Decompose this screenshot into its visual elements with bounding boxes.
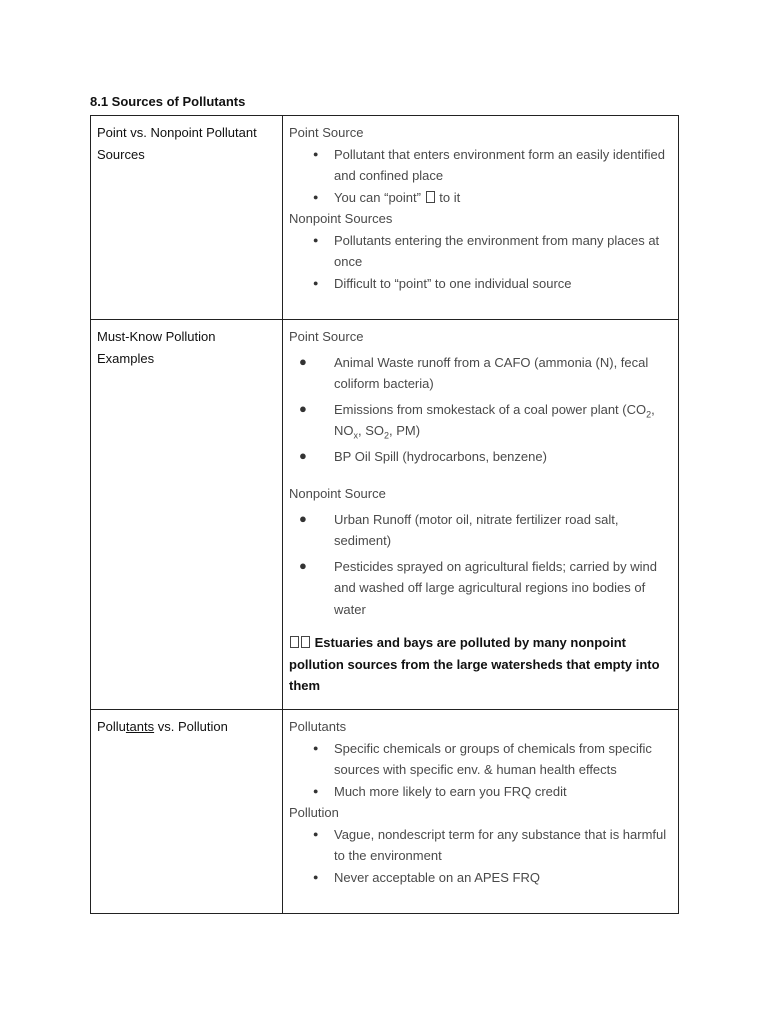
missing-glyph-icon xyxy=(301,636,310,648)
list-item: ● Pollutants entering the environment from many places at once xyxy=(334,230,672,273)
bullet-list xyxy=(289,738,672,803)
list-item: ● Urban Runoff (motor oil, nitrate fertilizer road salt, sediment) xyxy=(334,509,672,552)
page-title: 8.1 Sources of Pollutants xyxy=(90,94,246,109)
list-item: ● Pesticides sprayed on agricultural fields; carried by wind and washed off large agricultural regions ino bodies of water xyxy=(334,556,672,621)
bullet-list xyxy=(289,824,672,889)
list-item xyxy=(334,187,672,209)
table-row xyxy=(91,320,679,710)
subscript: x xyxy=(353,430,358,441)
missing-glyph-icon xyxy=(426,191,435,203)
list-item: ● BP Oil Spill (hydrocarbons, benzene) xyxy=(334,446,672,468)
bullet-list xyxy=(289,144,672,209)
missing-glyph-icon xyxy=(290,636,299,648)
list-item xyxy=(334,399,672,442)
bullet-list xyxy=(289,230,672,295)
list-item: ● Specific chemicals or groups of chemicals from specific sources with specific env. & human health effects xyxy=(334,738,672,781)
section-heading: Nonpoint Sources xyxy=(289,211,393,226)
section-heading: Pollution xyxy=(289,805,339,820)
row-content xyxy=(283,320,679,710)
subscript: 2 xyxy=(646,409,652,420)
list-item: ● Animal Waste runoff from a CAFO (ammonia (N), fecal coliform bacteria) xyxy=(334,352,672,395)
bullet-list xyxy=(289,352,672,468)
section-heading: Pollutants xyxy=(289,719,347,734)
list-item-text: , SO xyxy=(358,423,385,438)
subscript: 2 xyxy=(384,430,390,441)
list-item-text: , NO xyxy=(334,401,655,438)
list-item-text: Emissions from smokestack of a coal power plant (CO xyxy=(334,401,647,417)
section-heading: Point Source xyxy=(289,125,364,140)
list-item: ● Vague, nondescript term for any substance that is harmful to the environment xyxy=(334,824,672,867)
row-content xyxy=(283,710,679,914)
row-heading-text: vs. Pollution xyxy=(154,719,228,734)
bullet-list xyxy=(289,509,672,621)
list-item: ● Much more likely to earn you FRQ credit xyxy=(334,781,672,803)
notes-table xyxy=(90,115,679,914)
list-item-text: , PM) xyxy=(389,423,421,438)
row-heading: Must-Know Pollution Examples xyxy=(91,320,283,710)
section-heading: Nonpoint Source xyxy=(289,486,386,501)
list-item: ● Pollutant that enters environment form an easily identified and confined place xyxy=(334,144,672,187)
table-row xyxy=(91,116,679,320)
list-item-text: to it xyxy=(439,189,461,205)
row-heading xyxy=(91,710,283,914)
row-heading: Point vs. Nonpoint Pollutant Sources xyxy=(91,116,283,320)
row-content xyxy=(283,116,679,320)
list-item: ● Difficult to “point” to one individual source xyxy=(334,273,672,295)
key-note-text: Estuaries and bays are polluted by many nonpoint pollution sources from the large watersheds that empty into them xyxy=(289,635,660,693)
row-heading-text: Pollu xyxy=(97,719,126,734)
list-item-text: You can “point” xyxy=(334,189,421,205)
section-heading: Point Source xyxy=(289,329,364,344)
row-heading-underlined: tants xyxy=(125,719,155,734)
key-note xyxy=(289,632,672,697)
list-item: ● Never acceptable on an APES FRQ xyxy=(334,867,672,889)
table-row xyxy=(91,710,679,914)
